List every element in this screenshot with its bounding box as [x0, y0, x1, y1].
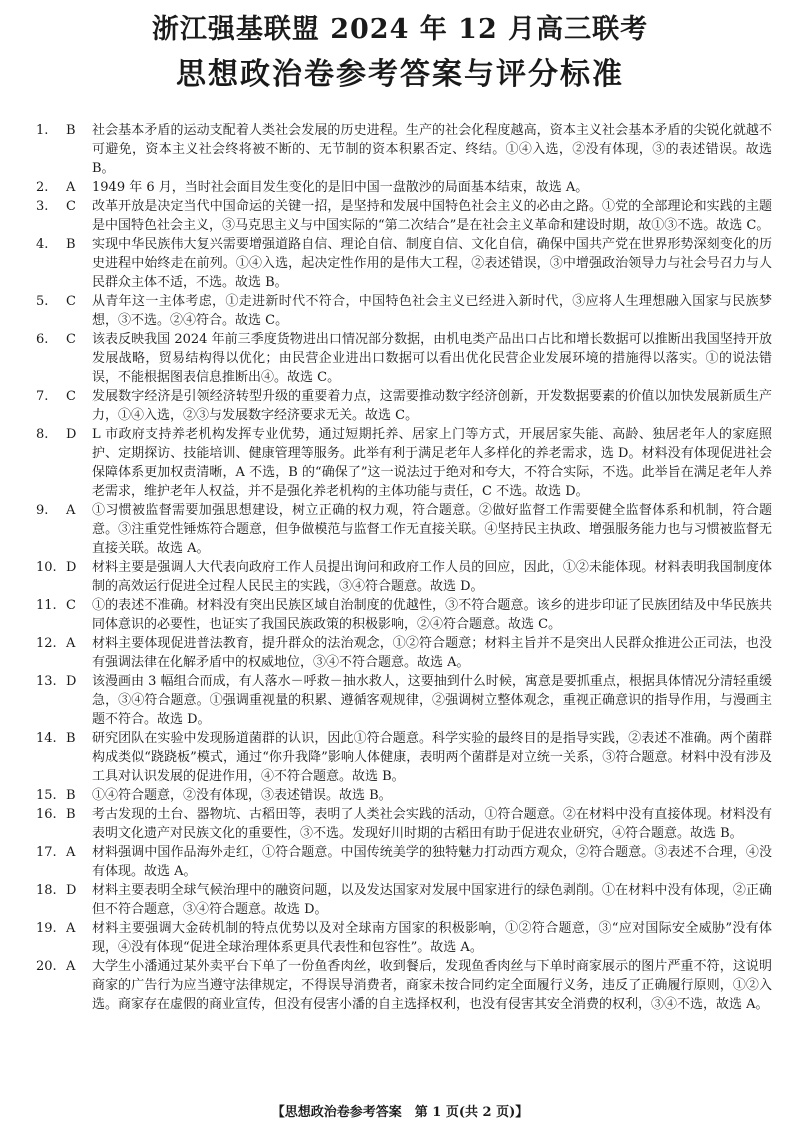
answer-explanation: ①④符合题意，②没有体现，③表述错误。故选 B。: [92, 788, 392, 803]
answer-choice: B: [66, 807, 76, 822]
answer-item: [36, 634, 772, 672]
question-number: 19.: [36, 921, 57, 936]
answer-choice: A: [66, 180, 76, 195]
answer-choice: A: [66, 959, 76, 974]
answer-explanation: 材料主要表明全球气候治理中的融资问题，以及发达国家对发展中国家进行的绿色剥削。①在材料中没有体现，②正确但不符合题意，③④符合题意。故选 D。: [92, 883, 772, 917]
question-number: 14.: [36, 731, 57, 746]
answer-head: [36, 596, 92, 615]
answer-choice: D: [66, 674, 77, 689]
answer-item: [36, 292, 772, 330]
answer-head: [36, 235, 92, 254]
question-number: 5.: [36, 294, 49, 309]
answer-explanation: 实现中华民族伟大复兴需要增强道路自信、理论自信、制度自信、文化自信，确保中国共产党在世界形势深刻变化的历史进程中始终走在前列。①④入选，起决定性作用的是伟大工程，②表述错误，③中增强政治领导力与社会号召力与人民群众主体不适，不选。故选 B。: [92, 237, 772, 290]
answer-head: [36, 330, 92, 349]
answer-head: [36, 672, 92, 691]
answer-explanation: 发展数字经济是引领经济转型升级的重要着力点，这需要推动数字经济创新，开发数据要素的价值以加快发展新质生产力，①④入选，②③与发展数字经济要求无关。故选 C。: [92, 389, 772, 423]
answer-item: [36, 425, 772, 501]
answer-head: [36, 558, 92, 577]
answer-item: [36, 805, 772, 843]
answer-head: [36, 634, 92, 653]
answer-head: [36, 387, 92, 406]
answer-explanation: 该漫画由 3 幅组合而成，有人落水－呼救－抽水救人，这要抽到什么时候，寓意是要抓重点，根据具体情况分清轻重缓急，③④符合题意。①强调重视量的积累、遵循客观规律，②强调树立整体观念，重视正确意识的指导作用，与漫画主题不符合。故选 D。: [92, 674, 772, 727]
answer-item: [36, 121, 772, 178]
answer-item: [36, 501, 772, 558]
question-number: 12.: [36, 636, 57, 651]
answer-head: [36, 121, 92, 140]
answer-choice: C: [66, 199, 76, 214]
answer-head: [36, 786, 92, 805]
answer-item: [36, 330, 772, 387]
answer-explanation: 1949 年 6 月，当时社会面目发生变化的是旧中国一盘散沙的局面基本结束，故选 A。: [92, 180, 589, 195]
answer-choice: A: [66, 921, 76, 936]
question-number: 4.: [36, 237, 49, 252]
answer-head: [36, 729, 92, 748]
answer-head: [36, 292, 92, 311]
answer-choice: C: [66, 389, 76, 404]
answer-explanation: 大学生小潘通过某外卖平台下单了一份鱼香肉丝，收到餐后，发现鱼香肉丝与下单时商家展示的图片严重不符，这说明商家的广告行为应当遵守法律规定，不得误导消费者，商家未按合同约定全面履行义务，违反了正确履行原则，①②入选。商家存在虚假的商业宣传，但没有侵害小潘的自主选择权利，也没有侵害其安全消费的权利，③④不选，故选 A。: [92, 959, 772, 1012]
answer-head: [36, 425, 92, 444]
answer-head: [36, 197, 92, 216]
answer-item: [36, 387, 772, 425]
answer-choice: C: [66, 598, 76, 613]
question-number: 7.: [36, 389, 49, 404]
page-footer: 【思想政治卷参考答案 第 1 页(共 2 页)】: [271, 1105, 529, 1120]
answer-head: [36, 919, 92, 938]
answer-item: [36, 843, 772, 881]
answer-item: [36, 729, 772, 786]
answer-item: [36, 235, 772, 292]
answer-explanation: L 市政府支持养老机构发挥专业优势，通过短期托养、居家上门等方式，开展居家失能、高龄、独居老年人的家庭照护、定期探访、技能培训、健康管理等服务。此举有利于满足老年人多样化的养老需求，选 D。材料没有体现促进社会保障体系更加权责清晰，A 不选，B 的“确保了”这一说法过于绝对和夸大，不符合实际，不选。此举旨在满足老年人养老需求，维护老年人权益，并不是强化养老机构的主体功能与责任，C 不选。故选 D。: [92, 427, 772, 499]
answer-item: [36, 672, 772, 729]
answer-explanation: 改革开放是决定当代中国命运的关键一招，是坚持和发展中国特色社会主义的必由之路。①党的全部理论和实践的主题是中国特色社会主义，③马克思主义与中国实际的“第二次结合”是在社会主义革命和建设时期，故①③不选。故选 C。: [92, 199, 772, 233]
answer-item: [36, 881, 772, 919]
question-number: 1.: [36, 123, 49, 138]
answer-item: [36, 919, 772, 957]
answer-explanation: 从青年这一主体考虑，①走进新时代不符合，中国特色社会主义已经进入新时代，③应将人生理想融入国家与民族梦想，③不选。②④符合。故选 C。: [92, 294, 772, 328]
answer-item: [36, 197, 772, 235]
answer-item: [36, 558, 772, 596]
answer-choice: D: [66, 883, 77, 898]
answer-head: [36, 501, 92, 520]
question-number: 9.: [36, 503, 49, 518]
question-number: 10.: [36, 560, 57, 575]
page-header: [0, 8, 800, 98]
answer-choice: C: [66, 294, 76, 309]
answer-head: [36, 843, 92, 862]
question-number: 8.: [36, 427, 49, 442]
answer-choice: A: [66, 845, 76, 860]
question-number: 11.: [36, 598, 57, 613]
answer-choice: A: [66, 636, 76, 651]
answer-head: [36, 881, 92, 900]
answer-head: [36, 805, 92, 824]
answer-head: [36, 957, 92, 976]
answer-explanation: 材料主要强调大金砖机制的特点优势以及对全球南方国家的积极影响，①②符合题意，③“应对国际安全威胁”没有体现，④没有体现“促进全球治理体系更具代表性和包容性”。故选 A。: [92, 921, 772, 955]
answer-explanation: 研究团队在实验中发现肠道菌群的认识，因此①符合题意。科学实验的最终目的是指导实践，②表述不准确。两个菌群构成类似“跷跷板”模式，通过“你升我降”影响人体健康，表明两个菌群是对立统一关系，③符合题意。材料中没有涉及工具对认识发展的促进作用，④不符合题意。故选 B。: [92, 731, 772, 784]
question-number: 3.: [36, 199, 49, 214]
answer-choice: C: [66, 332, 76, 347]
question-number: 13.: [36, 674, 57, 689]
answer-explanation: 材料主要体现促进普法教育，提升群众的法治观念，①②符合题意；材料主旨并不是突出人民群众推进公正司法，也没有强调法律在化解矛盾中的权威地位，③④不符合题意。故选 A。: [92, 636, 772, 670]
answer-explanation: 材料主要是强调人大代表向政府工作人员提出询问和政府工作人员的回应，因此，①②未能体现。材料表明我国制度体制的高效运行促进全过程人民民主的实践，③④符合题意。故选 D。: [92, 560, 772, 594]
answer-explanation: 考古发现的土台、器物坑、古稻田等，表明了人类社会实践的活动，①符合题意。②在材料中没有直接体现。材料没有表明文化遗产对民族文化的重要性，③不选。发现好川时期的古稻田有助于促进农业研究，④符合题意。故选 B。: [92, 807, 772, 841]
answer-choice: D: [66, 427, 77, 442]
question-number: 16.: [36, 807, 57, 822]
answer-explanation: 材料强调中国作品海外走红，①符合题意。中国传统美学的独特魅力打动西方观众，②符合题意。③表述不合理，④没有体现。故选 A。: [92, 845, 772, 879]
question-number: 6.: [36, 332, 49, 347]
answer-choice: A: [66, 503, 76, 518]
answer-choice: B: [66, 237, 76, 252]
question-number: 18.: [36, 883, 57, 898]
answer-choice: B: [66, 731, 76, 746]
answer-choice: B: [66, 123, 76, 138]
answer-item: [36, 786, 772, 805]
question-number: 2.: [36, 180, 49, 195]
answer-choice: D: [66, 560, 77, 575]
answer-item: [36, 957, 772, 1014]
answer-item: [36, 178, 772, 197]
answer-explanation: ①的表述不准确。材料没有突出民族区域自治制度的优越性，③不符合题意。该乡的进步印证了民族团结及中华民族共同体意识的必要性，也证实了我国民族政策的积极影响，②④符合题意。故选 C。: [92, 598, 772, 632]
question-number: 17.: [36, 845, 57, 860]
exam-title: 浙江强基联盟 2024 年 12 月高三联考: [151, 14, 649, 45]
question-number: 20.: [36, 959, 57, 974]
question-number: 15.: [36, 788, 57, 803]
answer-choice: B: [66, 788, 76, 803]
answer-list: [36, 121, 772, 1014]
answer-explanation: ①习惯被监督需要加强思想建设，树立正确的权力观，符合题意。②做好监督工作需要健全监督体系和机制，符合题意。③注重党性锤炼符合题意，但争做模范与监督工作无直接关联。④坚持民主执政、增强服务能力也与习惯被监督无直接关联。故选 A。: [92, 503, 772, 556]
answer-explanation: 该表反映我国 2024 年前三季度货物进出口情况部分数据，由机电类产品出口占比和增长数据可以推断出我国坚持开放发展战略，贸易结构得以优化；由民营企业进出口数据可以看出优化民营企业发展环境的措施得以落实。①的说法错误，不能根据图表信息推断出④。故选 C。: [92, 332, 772, 385]
answer-item: [36, 596, 772, 634]
answer-key-title: 思想政治卷参考答案与评分标准: [176, 57, 624, 92]
answer-head: [36, 178, 92, 197]
answer-explanation: 社会基本矛盾的运动支配着人类社会发展的历史进程。生产的社会化程度越高，资本主义社会基本矛盾的尖锐化就越不可避免，资本主义社会终将被不断的、无节制的资本积累否定、终结。①④入选，②没有体现，③的表述错误。故选 B。: [92, 123, 772, 176]
